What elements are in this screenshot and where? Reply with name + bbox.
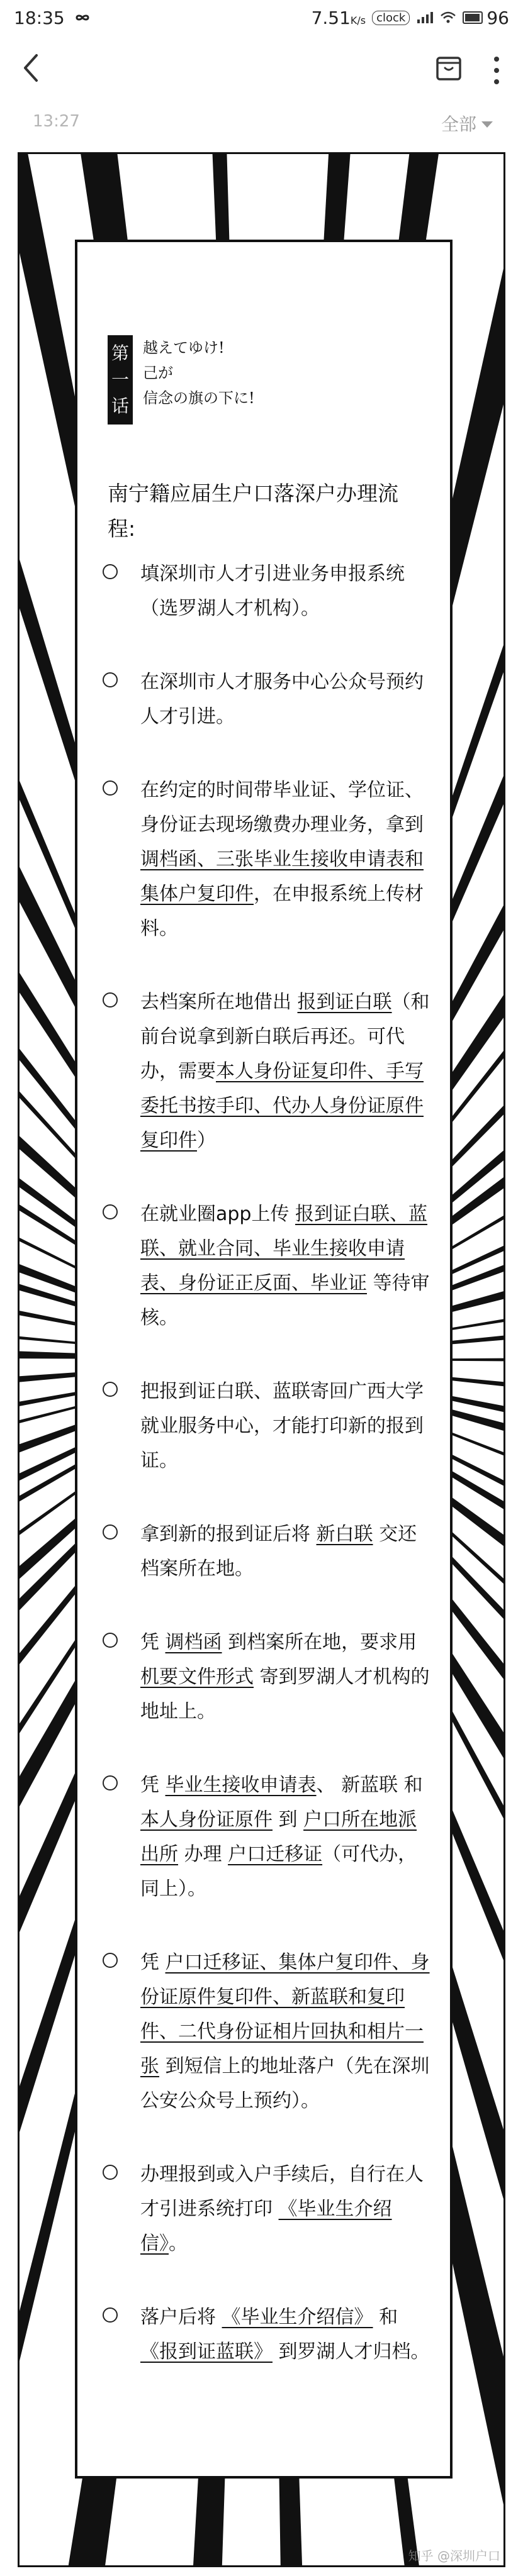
text-segment: （可代办，同上）。: [140, 1843, 417, 1900]
text-segment: （和前台说拿到新白联后再还。可代办，需要: [140, 991, 430, 1082]
step-text: [140, 1774, 423, 1900]
text-segment: 到短信上的地址落户（先在深圳公安公众号上预约）。: [140, 2055, 430, 2112]
status-time: 18:35: [14, 7, 65, 28]
bullet-circle-icon: [103, 1524, 118, 1540]
bullet-circle-icon: [103, 1775, 118, 1790]
text-segment: 。: [169, 2233, 188, 2255]
step-item: [103, 1197, 430, 1335]
step-text: [140, 2163, 424, 2255]
step-list: [103, 557, 430, 2408]
chapter-tag-char: 第: [111, 343, 129, 364]
step-text: [140, 1951, 430, 2112]
chapter-tag: [108, 335, 133, 425]
text-segment: 拿到新的报到证后将: [140, 1523, 317, 1545]
chevron-left-icon[interactable]: [18, 49, 45, 87]
sub-bar: [0, 104, 523, 142]
infinity-icon: [71, 11, 94, 24]
step-item: [103, 1625, 430, 1729]
underlined-segment: 新白联: [316, 1523, 373, 1545]
text-segment: 到档案所在地，要求用: [222, 1631, 417, 1653]
step-item: [103, 1945, 430, 2118]
bullet-circle-icon: [103, 672, 118, 687]
text-segment: 办理: [178, 1843, 228, 1865]
bullet-circle-icon: [103, 1382, 118, 1397]
bullet-circle-icon: [103, 1633, 118, 1648]
bullet-circle-icon: [103, 564, 118, 579]
text-segment: 把报到证白联、蓝联寄回广西大学就业服务中心，才能打印新的报到证。: [140, 1380, 424, 1472]
chapter-tag-char: 话: [111, 396, 129, 416]
dropdown-arrow-icon: [481, 121, 493, 128]
text-segment: ，在申报系统上传材料。: [140, 883, 424, 940]
underlined-segment: 本人身份证复印件、手写委托书按手印、代办人身份证原件复印件: [140, 1060, 424, 1152]
more-vertical-icon[interactable]: [490, 53, 503, 88]
step-text: [140, 563, 405, 619]
text-segment: 填深圳市人才引进业务申报系统（选罗湖人才机构）。: [140, 563, 405, 619]
step-item: [103, 2157, 430, 2261]
bullet-circle-icon: [103, 1204, 118, 1219]
underlined-segment: 户口迁移证、集体户复印件、身份证原件复印件、新蓝联和复印件、二代身份证相片回执和相片一张: [140, 1951, 430, 2077]
message-timestamp: 13:27: [33, 112, 80, 131]
text-segment: 在约定的时间带毕业证、学位证、身份证去现场缴费办理业务，拿到: [140, 779, 424, 836]
text-segment: 在就业圈app上传: [140, 1203, 296, 1225]
chapter-heading: [108, 335, 255, 425]
text-segment: 去档案所在地借出: [140, 991, 298, 1013]
step-text: [140, 779, 424, 940]
text-segment: 等待审核。: [140, 1272, 430, 1329]
step-text: [140, 671, 424, 728]
text-segment: 和: [373, 2306, 398, 2328]
status-bar: [0, 0, 523, 35]
underlined-segment: 毕业生接收申请表: [165, 1774, 317, 1796]
text-segment: 交还档案所在地。: [140, 1523, 417, 1580]
clock-badge: clock: [372, 11, 410, 25]
manga-image: [18, 152, 505, 2567]
chapter-line: 越えてゆけ!: [143, 339, 225, 357]
step-text: [140, 1380, 424, 1472]
chapter-subtitle: [143, 335, 255, 411]
step-item: [103, 985, 430, 1158]
text-segment: 落户后将: [140, 2306, 222, 2328]
step-text: [140, 2306, 430, 2363]
text-segment: 办理报到或入户手续后，自行在人才引进系统打印: [140, 2163, 424, 2220]
step-item: [103, 1768, 430, 1906]
text-segment: ）: [197, 1130, 216, 1152]
filter-dropdown[interactable]: [441, 111, 493, 136]
battery: [463, 8, 509, 28]
step-item: [103, 1374, 430, 1478]
battery-level: 96: [486, 7, 509, 28]
text-segment: 寄到罗湖人才机构的地址上。: [140, 1666, 430, 1723]
wifi-icon: [440, 11, 456, 25]
step-text: [140, 1631, 430, 1723]
underlined-segment: 报到证白联、蓝联、就业合同、毕业生接收申请表、身份证正反面、毕业证: [140, 1203, 428, 1294]
content-frame: [75, 240, 453, 2479]
step-text: [140, 1523, 417, 1580]
top-nav: [0, 35, 523, 104]
step-text: [140, 991, 430, 1152]
text-segment: 凭: [140, 1774, 166, 1796]
chapter-tag-char: 一: [111, 369, 129, 390]
battery-icon: [463, 11, 483, 24]
step-text: [140, 1203, 430, 1329]
underlined-segment: 报到证白联: [297, 991, 392, 1013]
signal-icon: [416, 11, 434, 25]
text-segment: 在深圳市人才服务中心公众号预约人才引进。: [140, 671, 424, 728]
bullet-circle-icon: [103, 780, 118, 796]
procedure-title: 南宁籍应届生户口落深户办理流程:: [108, 481, 398, 541]
chapter-line: 信念の旗の下に!: [143, 389, 255, 407]
text-segment: 凭: [140, 1631, 166, 1653]
text-segment: 凭: [140, 1951, 166, 1974]
text-segment: 到罗湖人才归档。: [273, 2341, 430, 2363]
filter-label: 全部: [441, 114, 476, 135]
step-item: [103, 773, 430, 946]
bullet-circle-icon: [103, 1953, 118, 1968]
underlined-segment: 《报到证蓝联》: [140, 2341, 273, 2363]
bullet-circle-icon: [103, 992, 118, 1008]
step-item: [103, 665, 430, 734]
net-speed: 7.51K/s: [311, 7, 366, 28]
underlined-segment: 机要文件形式: [140, 1666, 254, 1688]
underlined-segment: 《毕业生介绍信》: [140, 2198, 392, 2255]
bullet-circle-icon: [103, 2165, 118, 2180]
text-segment: 、 新蓝联 和: [316, 1774, 423, 1796]
underlined-segment: 户口迁移证: [228, 1843, 323, 1865]
bullet-circle-icon: [103, 2307, 118, 2323]
underlined-segment: 本人身份证原件: [140, 1809, 273, 1831]
step-item: [103, 557, 430, 626]
step-item: [103, 2300, 430, 2369]
step-item: [103, 1517, 430, 1586]
text-segment: 到: [273, 1809, 304, 1831]
underlined-segment: 《毕业生介绍信》: [222, 2306, 373, 2328]
underlined-segment: 调档函、三张毕业生接收申请表和集体户复印件: [140, 848, 424, 905]
underlined-segment: 调档函: [165, 1631, 222, 1653]
chapter-line: 己が: [143, 364, 173, 382]
underlined-segment: 户口所在地派出所: [140, 1809, 417, 1865]
watermark: 知乎 @深圳户口: [408, 2548, 500, 2563]
package-icon[interactable]: [434, 53, 464, 83]
